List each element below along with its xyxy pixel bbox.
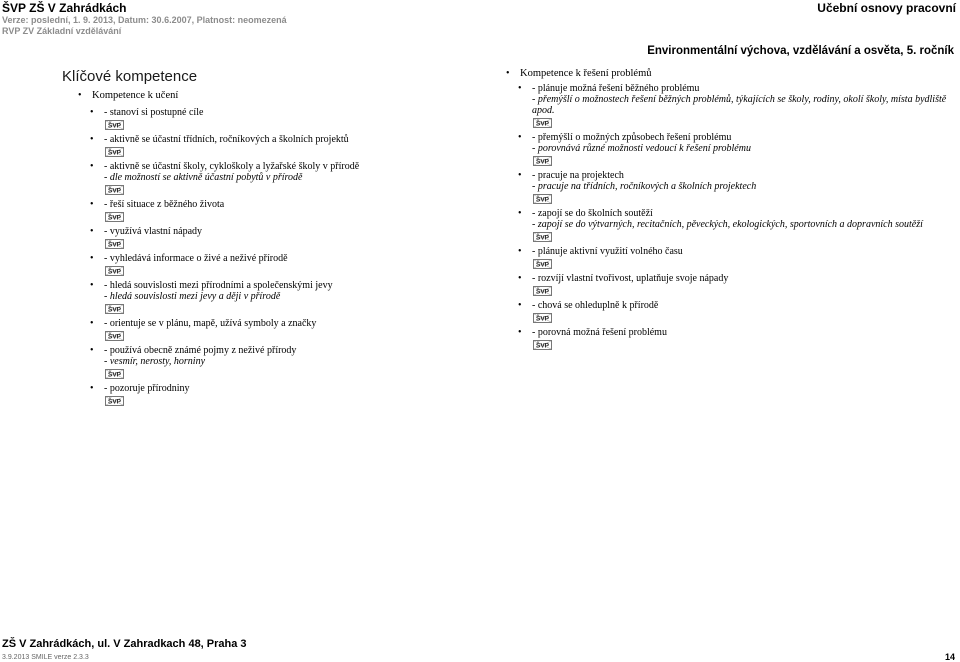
svg-text:ŠVP: ŠVP (535, 158, 550, 166)
bullet: • (518, 246, 522, 257)
bullet: • (90, 134, 94, 145)
list-item (90, 345, 462, 379)
item-text: - chová se ohleduplně k přírodě (532, 300, 659, 311)
svg-text:ŠVP: ŠVP (535, 315, 550, 323)
footer-school-address: ZŠ V Zahrádkách, ul. V Zahradkach 48, Praha 3 (2, 638, 247, 650)
svp-stamp-icon (533, 118, 552, 128)
right-item-list (508, 83, 958, 350)
svp-stamp-icon (105, 185, 124, 195)
list-item (518, 170, 958, 204)
item-subtext: - zapojí se do výtvarných, recitačních, pěveckých, ekologických, sportovních a dopravních soutěží (532, 219, 923, 230)
item-text: - řeší situace z běžného života (104, 199, 225, 210)
svg-text:ŠVP: ŠVP (535, 342, 550, 350)
svp-stamp-icon (105, 304, 124, 314)
item-text: - pozoruje přírodniny (104, 383, 190, 394)
svp-stamp-icon (533, 194, 552, 204)
left-item-list (62, 107, 462, 406)
item-subtext: - pracuje na třídních, ročníkových a školních projektech (532, 181, 757, 192)
item-subtext: - vesmír, nerosty, horniny (104, 356, 206, 367)
list-item (518, 273, 958, 296)
svp-stamp-icon (105, 120, 124, 130)
footer-version: 3.9.2013 SMILE verze 2.3.3 (2, 654, 89, 661)
item-text: - plánuje možná řešení běžného problému (532, 83, 700, 94)
list-item (518, 83, 958, 128)
item-subtext: - dle možností se aktivně účastní pobytů v přírodě (104, 172, 303, 183)
item-subtext: - porovnává různé možnosti vedoucí k řešení problému (532, 143, 751, 154)
svp-stamp-icon (533, 156, 552, 166)
svg-text:ŠVP: ŠVP (535, 196, 550, 204)
bullet: • (90, 280, 94, 291)
bullet: • (518, 208, 522, 219)
svg-text:ŠVP: ŠVP (107, 371, 122, 379)
bullet: • (90, 107, 94, 118)
svp-stamp-icon (105, 212, 124, 222)
svg-text:ŠVP: ŠVP (107, 306, 122, 314)
list-item (90, 383, 462, 406)
section-header: Učební osnovy pracovní (817, 1, 956, 15)
list-item (90, 107, 462, 130)
svg-text:ŠVP: ŠVP (107, 122, 122, 130)
svp-stamp-icon (533, 313, 552, 323)
svp-stamp-icon (533, 340, 552, 350)
svp-stamp-icon (105, 331, 124, 341)
list-item (90, 253, 462, 276)
item-text: - aktivně se účastní školy, cykloškoly a lyžařské školy v přírodě (104, 161, 360, 172)
svp-stamp-icon (533, 232, 552, 242)
item-text: - pracuje na projektech (532, 170, 624, 181)
svg-text:ŠVP: ŠVP (107, 398, 122, 406)
bullet: • (78, 90, 82, 101)
bullet: • (90, 226, 94, 237)
subject-title: Environmentální výchova, vzdělávání a osvěta, 5. ročník (647, 45, 954, 57)
document-version-info: Verze: poslední, 1. 9. 2013, Datum: 30.6.2007, Platnost: neomezená (2, 15, 287, 25)
list-item (518, 208, 958, 242)
svp-stamp-icon (105, 396, 124, 406)
list-item (518, 300, 958, 323)
svg-text:ŠVP: ŠVP (535, 120, 550, 128)
document-title: ŠVP ZŠ V Zahrádkách (2, 1, 127, 15)
svg-text:ŠVP: ŠVP (535, 234, 550, 242)
item-text: - porovná možná řešení problému (532, 327, 667, 338)
svg-text:ŠVP: ŠVP (107, 214, 122, 222)
list-item (90, 161, 462, 195)
page-number: 14 (944, 652, 955, 662)
list-item (90, 318, 462, 341)
item-text: - využívá vlastní nápady (104, 226, 203, 237)
svg-text:ŠVP: ŠVP (107, 268, 122, 276)
bullet: • (90, 345, 94, 356)
bullet: • (90, 161, 94, 172)
item-text: - hledá souvislosti mezi přírodními a společenskými jevy (104, 280, 333, 291)
competence-label: Kompetence k učení (92, 90, 179, 101)
document-rvp-info: RVP ZV Základní vzdělávání (2, 26, 122, 36)
item-subtext: - hledá souvislosti mezi jevy a ději v přírodě (104, 291, 281, 302)
item-text: - zapojí se do školních soutěží (532, 208, 653, 219)
bullet: • (518, 300, 522, 311)
svg-text:ŠVP: ŠVP (107, 149, 122, 157)
right-column (508, 67, 958, 350)
item-text: - orientuje se v plánu, mapě, užívá symboly a značky (104, 318, 317, 329)
bullet: • (90, 253, 94, 264)
item-text: - plánuje aktivní využití volného času (532, 246, 683, 257)
list-item (90, 280, 462, 314)
svp-stamp-icon (105, 266, 124, 276)
list-item (90, 134, 462, 157)
svp-stamp-icon (105, 369, 124, 379)
competence-label: Kompetence k řešení problémů (520, 68, 652, 79)
bullet: • (90, 199, 94, 210)
bullet: • (518, 83, 522, 94)
list-item (90, 226, 462, 249)
bullet: • (518, 273, 522, 284)
item-text: - přemýšlí o možných způsobech řešení problému (532, 132, 732, 143)
bullet: • (90, 383, 94, 394)
bullet: • (518, 170, 522, 181)
svg-text:ŠVP: ŠVP (535, 288, 550, 296)
item-subtext: - přemýšlí o možnostech řešení běžných problémů, týkajících se školy, rodiny, okolí školy, místa bydliště apod. (532, 94, 947, 116)
item-text: - aktivně se účastní třídních, ročníkových a školních projektů (104, 134, 349, 145)
svg-text:ŠVP: ŠVP (535, 261, 550, 269)
list-item (518, 132, 958, 166)
svp-stamp-icon (533, 259, 552, 269)
svg-text:ŠVP: ŠVP (107, 333, 122, 341)
list-item (518, 327, 958, 350)
competence-learning (62, 89, 462, 102)
bullet: • (518, 132, 522, 143)
svg-text:ŠVP: ŠVP (107, 187, 122, 195)
key-competences-heading: Klíčové kompetence (62, 68, 198, 85)
list-item (90, 199, 462, 222)
svg-text:ŠVP: ŠVP (107, 241, 122, 249)
item-text: - stanoví si postupné cíle (104, 107, 204, 118)
left-column (62, 68, 462, 406)
bullet: • (518, 327, 522, 338)
item-text: - vyhledává informace o živé a neživé přírodě (104, 253, 288, 264)
item-text: - rozvíjí vlastní tvořivost, uplatňuje svoje nápady (532, 273, 729, 284)
competence-problem-solving (508, 67, 958, 80)
item-text: - používá obecně známé pojmy z neživé přírody (104, 345, 297, 356)
svp-stamp-icon (533, 286, 552, 296)
svp-stamp-icon (105, 147, 124, 157)
svp-stamp-icon (105, 239, 124, 249)
bullet: • (90, 318, 94, 329)
bullet: • (506, 68, 510, 79)
list-item (518, 246, 958, 269)
